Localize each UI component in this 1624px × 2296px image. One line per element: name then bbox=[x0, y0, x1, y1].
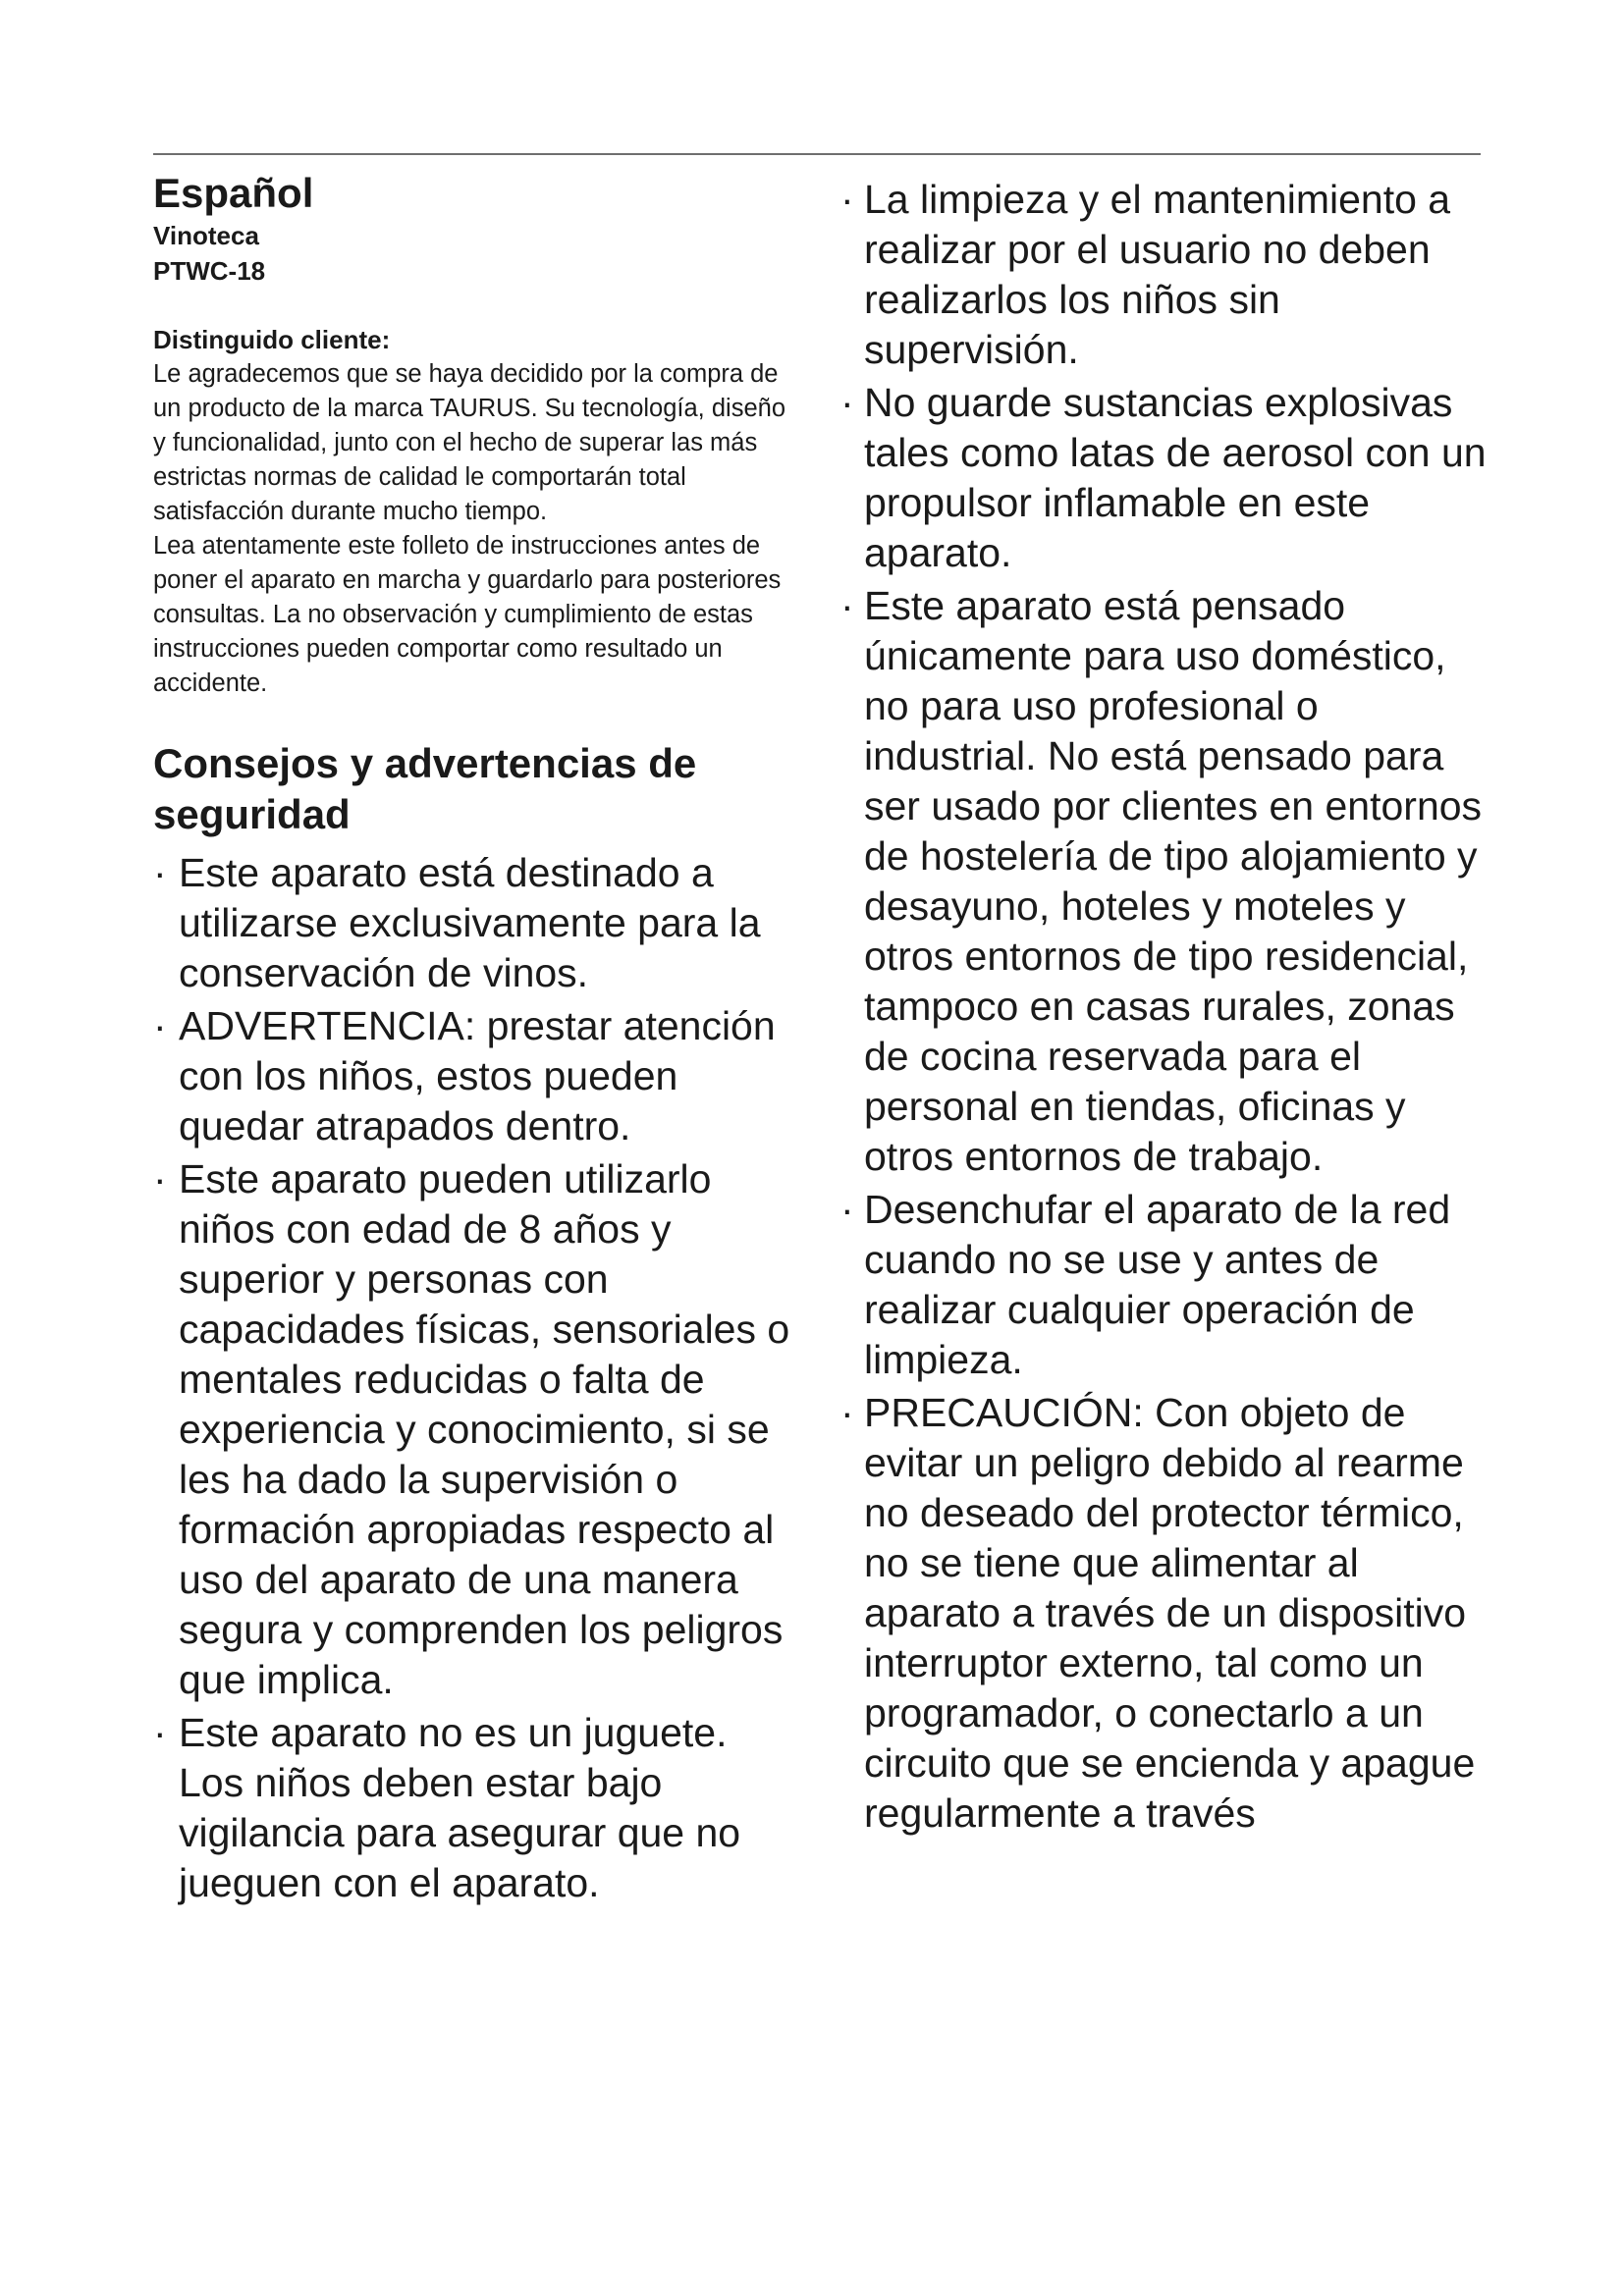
language-title: Español bbox=[153, 170, 314, 216]
bullet-icon: · bbox=[840, 1390, 854, 1435]
safety-item-text: No guarde sustancias explosivas tales como latas de aerosol con un propulsor inflamable en este aparato. bbox=[864, 380, 1487, 575]
safety-item bbox=[840, 581, 1489, 1182]
bullet-icon: · bbox=[840, 380, 854, 425]
greeting: Distinguido cliente: bbox=[153, 325, 391, 354]
left-column bbox=[153, 169, 791, 1911]
safety-item bbox=[840, 1185, 1489, 1385]
safety-item bbox=[153, 1708, 791, 1908]
bullet-icon: · bbox=[840, 177, 854, 222]
top-divider bbox=[153, 153, 1481, 155]
safety-item bbox=[153, 1001, 791, 1151]
safety-item-text: Este aparato pueden utilizarlo niños con edad de 8 años y superior y personas con capacidades físicas, sensoriales o mentales reducidas o falta de experiencia y conocimiento, si se les ha dado la supervisión o formación apropiadas respecto al uso del aparato de una manera segura y comprenden los peligros que implica. bbox=[179, 1156, 790, 1702]
bullet-icon: · bbox=[840, 1187, 854, 1232]
safety-item-text: Este aparato está pensado únicamente para uso doméstico, no para uso profesional o industrial. No está pensado para ser usado por clientes en entornos de hostelería de tipo alojamiento y desayuno, hoteles y moteles y otros entornos de tipo residencial, tampoco en casas rurales, zonas de cocina reservada para el personal en tiendas, oficinas y otros entornos de trabajo. bbox=[864, 583, 1483, 1179]
safety-item-text: ADVERTENCIA: prestar atención con los niños, estos pueden quedar atrapados dentro. bbox=[179, 1003, 776, 1148]
bullet-icon: · bbox=[153, 850, 167, 895]
product-model: PTWC-18 bbox=[153, 256, 266, 286]
safety-item bbox=[153, 1154, 791, 1705]
bullet-icon: · bbox=[153, 1710, 167, 1755]
intro-paragraph: Le agradecemos que se haya decidido por la compra de un producto de la marca TAURUS. Su tecnología, diseño y funcionalidad, junto con el hecho de superar las más estrictas normas de calidad le comportarán total satisfacción durante mucho tiempo. bbox=[153, 360, 785, 525]
safety-item bbox=[840, 378, 1489, 578]
safety-item-text: La limpieza y el mantenimiento a realizar por el usuario no deben realizarlos los niños sin supervisión. bbox=[864, 177, 1451, 372]
safety-item-text: Desenchufar el aparato de la red cuando no se use y antes de realizar cualquier operación de limpieza. bbox=[864, 1187, 1451, 1382]
bullet-icon: · bbox=[840, 583, 854, 628]
safety-item-text: PRECAUCIÓN: Con objeto de evitar un peligro debido al rearme no deseado del protector térmico, no se tiene que alimentar al aparato a través de un dispositivo interruptor externo, tal como un programador, o conectarlo a un circuito que se encienda y apague regularmente a través bbox=[864, 1390, 1476, 1836]
product-name: Vinoteca bbox=[153, 221, 259, 250]
intro-paragraph: Lea atentamente este folleto de instrucciones antes de poner el aparato en marcha y guardarlo para posteriores consultas. La no observación y cumplimiento de estas instrucciones pueden comportar como resultado un accidente. bbox=[153, 532, 782, 697]
safety-item-text: Este aparato está destinado a utilizarse exclusivamente para la conservación de vinos. bbox=[179, 850, 761, 995]
safety-list-right bbox=[840, 175, 1489, 1839]
bullet-icon: · bbox=[153, 1156, 167, 1201]
safety-item-text: Este aparato no es un juguete. Los niños deben estar bajo vigilancia para asegurar que no jueguen con el aparato. bbox=[179, 1710, 741, 1905]
safety-item bbox=[153, 848, 791, 998]
safety-item bbox=[840, 175, 1489, 375]
right-column bbox=[840, 175, 1489, 1842]
safety-list-left bbox=[153, 848, 791, 1908]
safety-heading: Consejos y advertencias de seguridad bbox=[153, 740, 697, 837]
bullet-icon: · bbox=[153, 1003, 167, 1048]
safety-item bbox=[840, 1388, 1489, 1839]
